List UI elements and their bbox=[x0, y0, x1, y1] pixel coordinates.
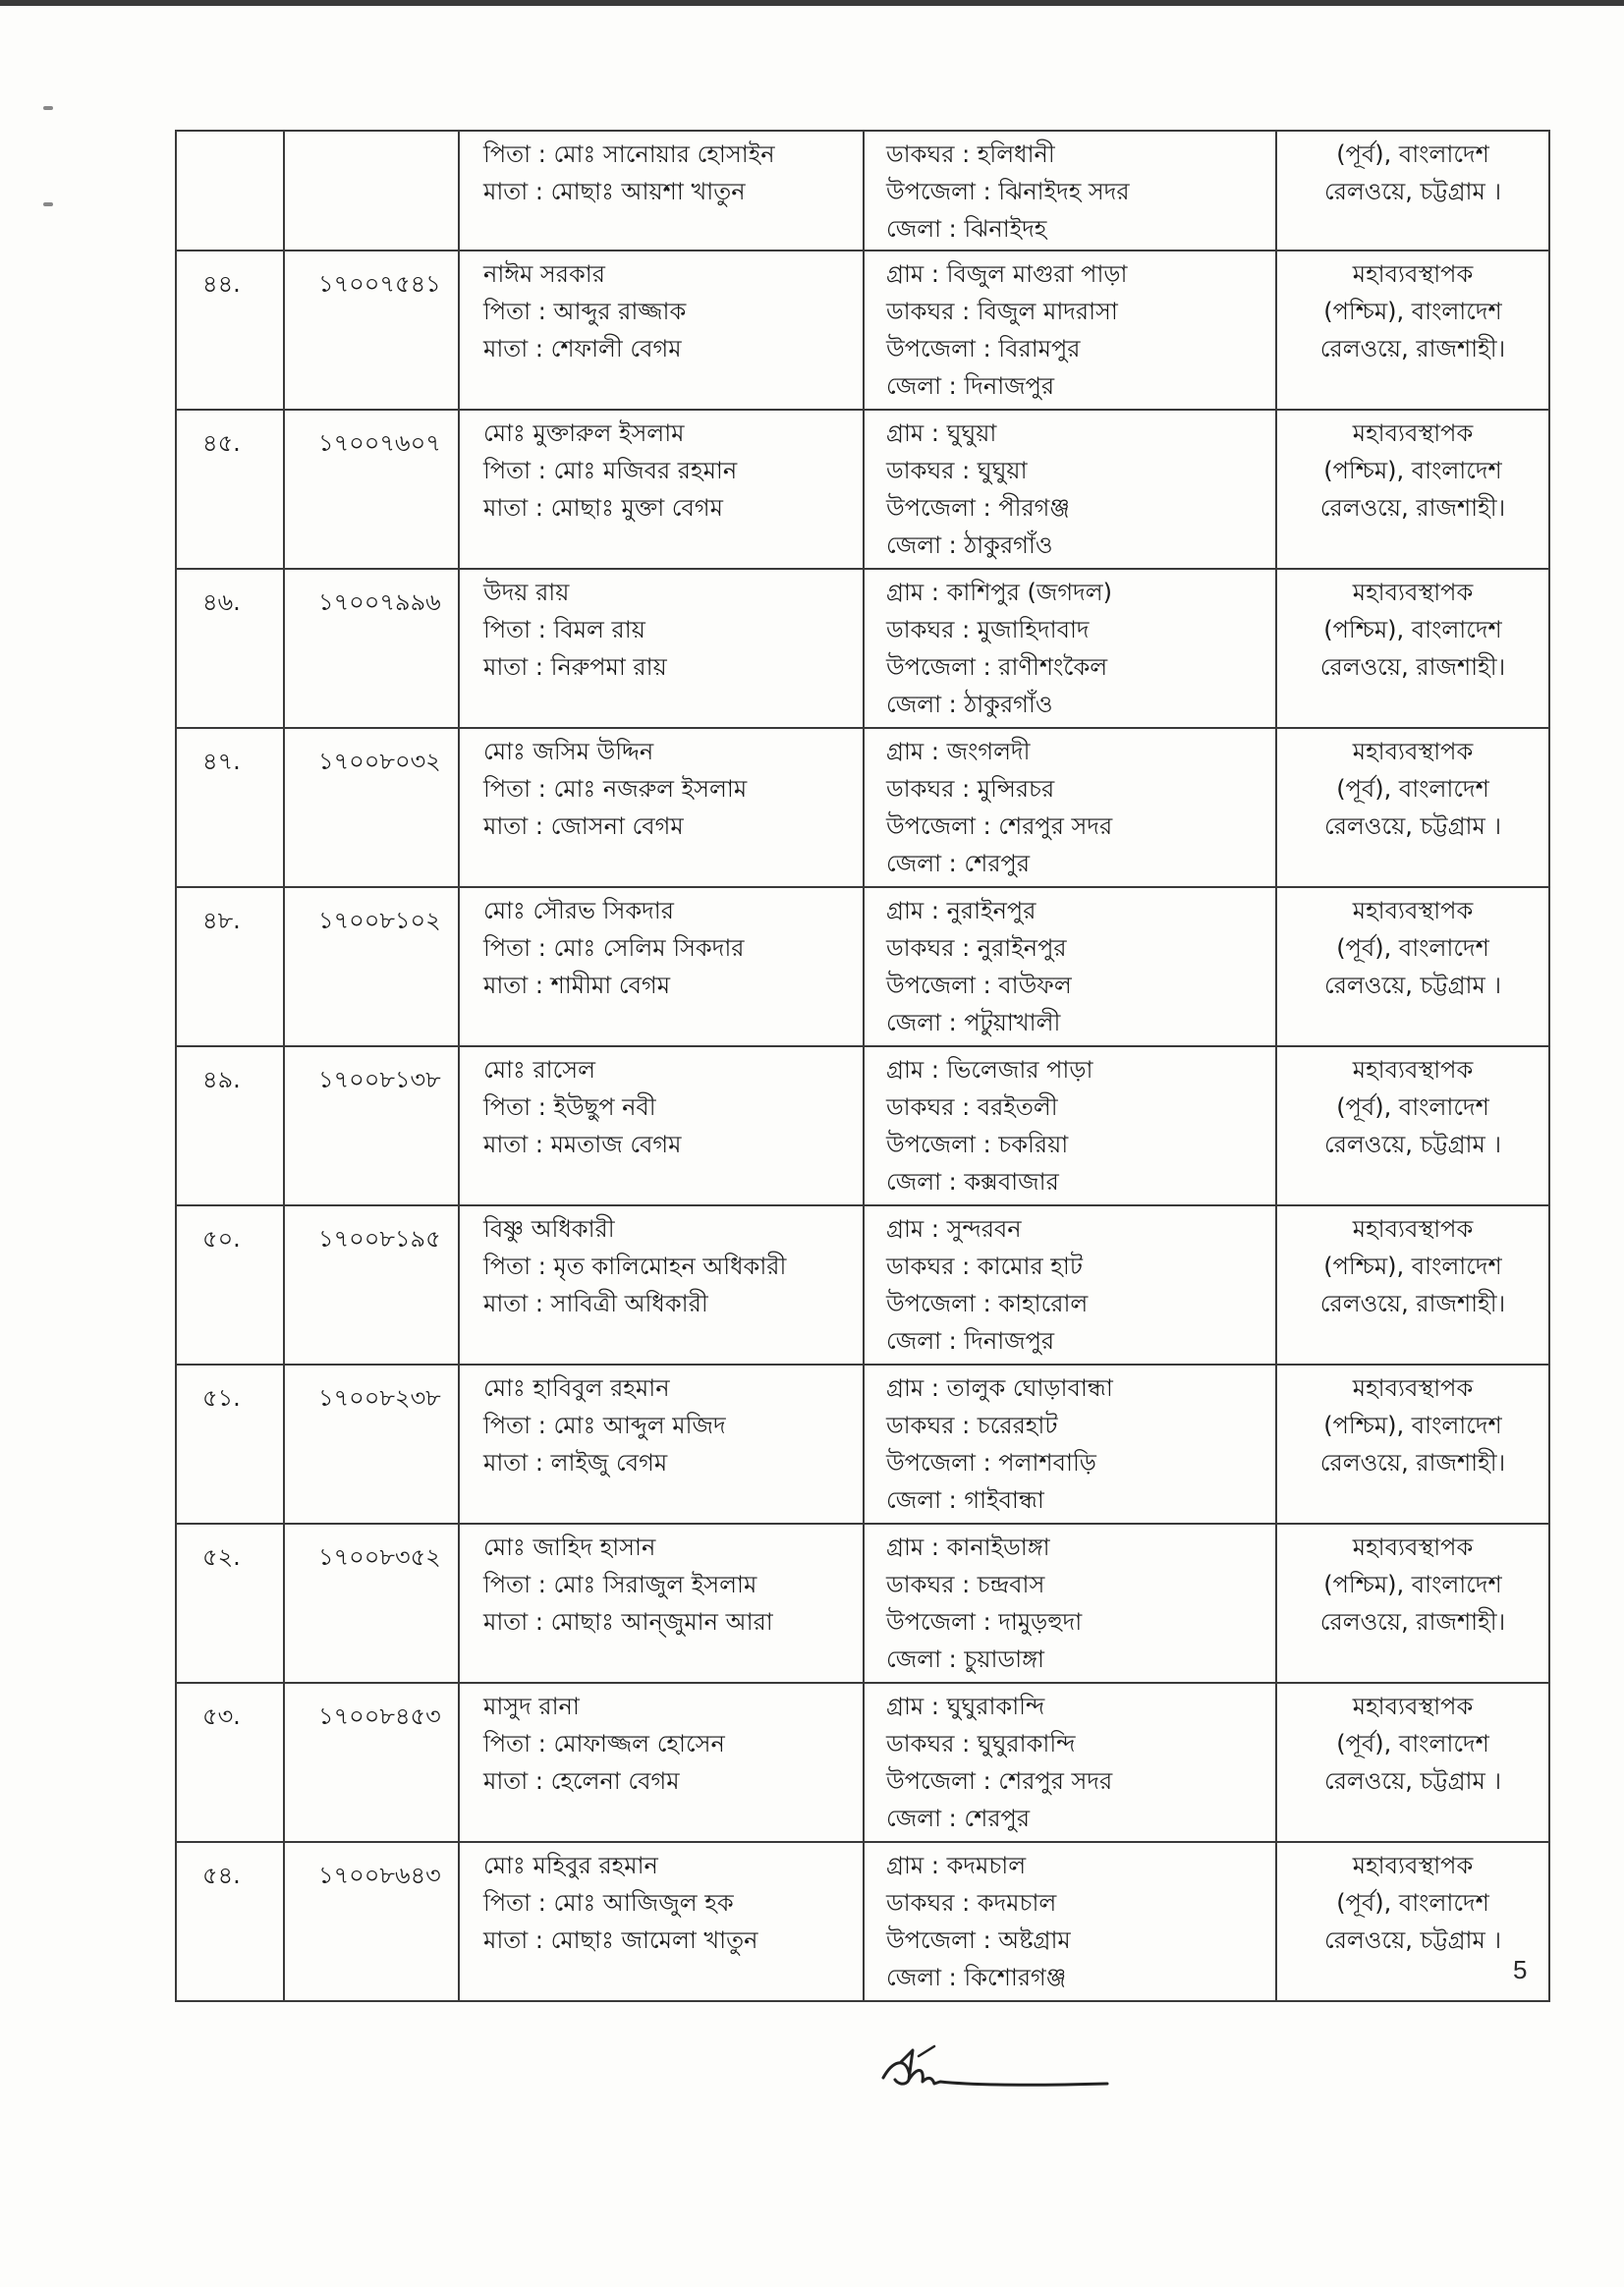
office-line: রেলওয়ে, রাজশাহী। bbox=[1319, 335, 1506, 363]
address-line: জেলা : ঝিনাইদহ bbox=[886, 215, 1047, 243]
name-line: পিতা : মৃত কালিমোহন অধিকারী bbox=[483, 1253, 787, 1280]
roll-cell: ১৭০০৭৬০৭ bbox=[284, 410, 459, 569]
name-line: পিতা : মোঃ মজিবর রহমান bbox=[483, 457, 738, 484]
address-cell bbox=[864, 887, 1276, 1046]
office-line: মহাব্যবস্থাপক bbox=[1352, 738, 1474, 765]
address-cell bbox=[864, 1524, 1276, 1683]
office-line: মহাব্যবস্থাপক bbox=[1352, 1056, 1474, 1084]
serial-cell: ৪৫. bbox=[176, 410, 284, 569]
address-cell bbox=[864, 569, 1276, 728]
page-number: 5 bbox=[1513, 1955, 1528, 1984]
address-line: উপজেলা : পলাশবাড়ি bbox=[886, 1449, 1096, 1477]
candidate-table-body bbox=[176, 131, 1549, 2001]
table-row bbox=[176, 569, 1549, 728]
office-line: রেলওয়ে, রাজশাহী। bbox=[1319, 1608, 1506, 1636]
office-line: রেলওয়ে, চট্টগ্রাম । bbox=[1323, 972, 1502, 999]
office-cell bbox=[1276, 1365, 1549, 1524]
address-line: গ্রাম : ঘুঘুরাকান্দি bbox=[886, 1693, 1045, 1720]
office-line: মহাব্যবস্থাপক bbox=[1352, 579, 1474, 606]
table-row bbox=[176, 1365, 1549, 1524]
office-cell bbox=[1276, 1683, 1549, 1842]
office-line: (পূর্ব), বাংলাদেশ bbox=[1336, 140, 1489, 168]
address-line: গ্রাম : তালুক ঘোড়াবান্ধা bbox=[886, 1374, 1113, 1402]
name-cell bbox=[459, 569, 864, 728]
office-line: (পূর্ব), বাংলাদেশ bbox=[1336, 775, 1489, 803]
address-line: গ্রাম : জংগলদী bbox=[886, 738, 1031, 765]
name-cell bbox=[459, 1842, 864, 2001]
office-line: রেলওয়ে, চট্টগ্রাম । bbox=[1323, 1926, 1502, 1954]
name-line: মাতা : মোছাঃ মুক্তা বেগম bbox=[483, 494, 723, 522]
name-line: মোঃ জসিম উদ্দিন bbox=[483, 738, 654, 765]
address-line: গ্রাম : কানাইডাঙ্গা bbox=[886, 1534, 1050, 1561]
serial-cell: ৫১. bbox=[176, 1365, 284, 1524]
name-line: মাসুদ রানা bbox=[483, 1693, 580, 1720]
address-line: গ্রাম : বিজুল মাগুরা পাড়া bbox=[886, 260, 1128, 288]
name-line: পিতা : মোঃ সিরাজুল ইসলাম bbox=[483, 1571, 757, 1598]
scan-top-edge bbox=[0, 0, 1624, 6]
address-line: জেলা : পটুয়াখালী bbox=[886, 1009, 1061, 1036]
address-line: ডাকঘর : বিজুল মাদরাসা bbox=[886, 298, 1118, 325]
name-line: পিতা : মোঃ সানোয়ার হোসাইন bbox=[483, 140, 775, 168]
office-cell bbox=[1276, 1205, 1549, 1365]
address-line: ডাকঘর : বরইতলী bbox=[886, 1093, 1058, 1121]
serial-cell: ৪৪. bbox=[176, 251, 284, 410]
office-line: রেলওয়ে, রাজশাহী। bbox=[1319, 1449, 1506, 1477]
address-line: জেলা : দিনাজপুর bbox=[886, 1327, 1055, 1355]
office-line: (পশ্চিম), বাংলাদেশ bbox=[1323, 1412, 1502, 1439]
roll-cell: ১৭০০৭৫৪১ bbox=[284, 251, 459, 410]
name-cell bbox=[459, 1365, 864, 1524]
roll-cell: ১৭০০৮৩৫২ bbox=[284, 1524, 459, 1683]
office-cell bbox=[1276, 131, 1549, 251]
address-line: উপজেলা : কাহারোল bbox=[886, 1290, 1089, 1317]
table-row bbox=[176, 887, 1549, 1046]
name-line: পিতা : মোফাজ্জল হোসেন bbox=[483, 1730, 725, 1757]
address-line: উপজেলা : বাউফল bbox=[886, 972, 1072, 999]
office-line: মহাব্যবস্থাপক bbox=[1352, 260, 1474, 288]
table-row-continued bbox=[176, 131, 1549, 251]
address-line: জেলা : কিশোরগঞ্জ bbox=[886, 1964, 1067, 1991]
name-cell bbox=[459, 728, 864, 887]
office-line: মহাব্যবস্থাপক bbox=[1352, 1215, 1474, 1243]
address-line: জেলা : গাইবান্ধা bbox=[886, 1486, 1044, 1514]
roll-cell: ১৭০০৮১০২ bbox=[284, 887, 459, 1046]
address-line: ডাকঘর : হলিধানী bbox=[886, 140, 1055, 168]
serial-cell: ৪৬. bbox=[176, 569, 284, 728]
office-line: রেলওয়ে, রাজশাহী। bbox=[1319, 1290, 1506, 1317]
office-cell bbox=[1276, 1842, 1549, 2001]
serial-cell: ৫২. bbox=[176, 1524, 284, 1683]
address-line: জেলা : ঠাকুরগাঁও bbox=[886, 691, 1053, 718]
address-line: জেলা : শেরপুর bbox=[886, 1805, 1031, 1832]
address-line: উপজেলা : রাণীশংকৈল bbox=[886, 653, 1108, 681]
name-line: বিষ্ণু অধিকারী bbox=[483, 1215, 615, 1243]
name-line: মোঃ সৌরভ সিকদার bbox=[483, 897, 674, 924]
scan-speck bbox=[43, 106, 53, 110]
address-cell bbox=[864, 251, 1276, 410]
office-cell bbox=[1276, 1524, 1549, 1683]
name-line: মাতা : শামীমা বেগম bbox=[483, 972, 671, 999]
name-line: উদয় রায় bbox=[483, 579, 570, 606]
table-row bbox=[176, 1524, 1549, 1683]
serial-cell: ৫৩. bbox=[176, 1683, 284, 1842]
name-cell bbox=[459, 251, 864, 410]
address-line: ডাকঘর : কামোর হাট bbox=[886, 1253, 1083, 1280]
name-line: নাঈম সরকার bbox=[483, 260, 605, 288]
name-line: পিতা : মোঃ আব্দুল মজিদ bbox=[483, 1412, 726, 1439]
office-line: মহাব্যবস্থাপক bbox=[1352, 1693, 1474, 1720]
office-line: রেলওয়ে, চট্টগ্রাম । bbox=[1323, 812, 1502, 840]
name-line: মোঃ জাহিদ হাসান bbox=[483, 1534, 656, 1561]
address-line: উপজেলা : অষ্টগ্রাম bbox=[886, 1926, 1071, 1954]
address-line: গ্রাম : ভিলেজার পাড়া bbox=[886, 1056, 1093, 1084]
table-row bbox=[176, 1046, 1549, 1205]
address-line: জেলা : কক্সবাজার bbox=[886, 1168, 1059, 1196]
office-cell bbox=[1276, 1046, 1549, 1205]
name-line: মাতা : লাইজু বেগম bbox=[483, 1449, 668, 1477]
name-line: মোঃ মহিবুর রহমান bbox=[483, 1852, 658, 1879]
address-line: জেলা : চুয়াডাঙ্গা bbox=[886, 1646, 1044, 1673]
address-line: জেলা : ঠাকুরগাঁও bbox=[886, 531, 1053, 559]
name-cell bbox=[459, 1205, 864, 1365]
name-line: মাতা : মোছাঃ আন্জুমান আরা bbox=[483, 1608, 773, 1636]
name-cell bbox=[459, 1046, 864, 1205]
address-cell bbox=[864, 131, 1276, 251]
office-line: (পশ্চিম), বাংলাদেশ bbox=[1323, 298, 1502, 325]
address-cell bbox=[864, 728, 1276, 887]
roll-cell: ১৭০০৮১৯৫ bbox=[284, 1205, 459, 1365]
office-line: রেলওয়ে, চট্টগ্রাম । bbox=[1323, 1131, 1502, 1158]
name-line: মাতা : জোসনা বেগম bbox=[483, 812, 684, 840]
office-line: (পূর্ব), বাংলাদেশ bbox=[1336, 1093, 1489, 1121]
name-line: মোঃ রাসেল bbox=[483, 1056, 595, 1084]
name-line: পিতা : মোঃ নজরুল ইসলাম bbox=[483, 775, 748, 803]
roll-cell: ১৭০০৮১৩৮ bbox=[284, 1046, 459, 1205]
address-line: উপজেলা : ঝিনাইদহ সদর bbox=[886, 178, 1130, 205]
roll-cell: ১৭০০৮০৩২ bbox=[284, 728, 459, 887]
name-line: পিতা : মোঃ সেলিম সিকদার bbox=[483, 934, 745, 962]
address-line: উপজেলা : পীরগঞ্জ bbox=[886, 494, 1070, 522]
name-line: মাতা : মমতাজ বেগম bbox=[483, 1131, 682, 1158]
signature-mark bbox=[879, 2038, 1115, 2107]
office-line: মহাব্যবস্থাপক bbox=[1352, 1374, 1474, 1402]
address-line: ডাকঘর : চন্দ্রবাস bbox=[886, 1571, 1045, 1598]
name-line: পিতা : আব্দুর রাজ্জাক bbox=[483, 298, 687, 325]
address-line: ডাকঘর : চরেরহাট bbox=[886, 1412, 1058, 1439]
address-line: উপজেলা : শেরপুর সদর bbox=[886, 1767, 1113, 1795]
address-line: ডাকঘর : মুজাহিদাবাদ bbox=[886, 616, 1090, 643]
address-line: উপজেলা : শেরপুর সদর bbox=[886, 812, 1113, 840]
address-line: উপজেলা : বিরামপুর bbox=[886, 335, 1081, 363]
office-line: (পশ্চিম), বাংলাদেশ bbox=[1323, 1571, 1502, 1598]
address-line: গ্রাম : নুরাইনপুর bbox=[886, 897, 1036, 924]
office-cell bbox=[1276, 410, 1549, 569]
name-line: মাতা : মোছাঃ জামেলা খাতুন bbox=[483, 1926, 758, 1954]
serial-cell: ৪৯. bbox=[176, 1046, 284, 1205]
address-cell bbox=[864, 1046, 1276, 1205]
name-line: মাতা : সাবিত্রী অধিকারী bbox=[483, 1290, 708, 1317]
office-line: (পশ্চিম), বাংলাদেশ bbox=[1323, 457, 1502, 484]
office-cell bbox=[1276, 251, 1549, 410]
roll-cell: ১৭০০৮২৩৮ bbox=[284, 1365, 459, 1524]
address-line: ডাকঘর : কদমচাল bbox=[886, 1889, 1057, 1917]
table-row bbox=[176, 728, 1549, 887]
office-cell bbox=[1276, 728, 1549, 887]
address-cell bbox=[864, 410, 1276, 569]
roll-cell: ১৭০০৭৯৯৬ bbox=[284, 569, 459, 728]
address-line: জেলা : শেরপুর bbox=[886, 850, 1031, 877]
roll-cell bbox=[284, 131, 459, 251]
office-cell bbox=[1276, 887, 1549, 1046]
address-cell bbox=[864, 1842, 1276, 2001]
serial-cell: ৫০. bbox=[176, 1205, 284, 1365]
address-cell bbox=[864, 1365, 1276, 1524]
name-line: পিতা : বিমল রায় bbox=[483, 616, 645, 643]
name-cell bbox=[459, 887, 864, 1046]
name-line: মোঃ হাবিবুল রহমান bbox=[483, 1374, 670, 1402]
roll-cell: ১৭০০৮৪৫৩ bbox=[284, 1683, 459, 1842]
office-line: রেলওয়ে, চট্টগ্রাম । bbox=[1323, 178, 1502, 205]
serial-cell: ৪৮. bbox=[176, 887, 284, 1046]
office-line: রেলওয়ে, রাজশাহী। bbox=[1319, 653, 1506, 681]
table-row bbox=[176, 1205, 1549, 1365]
name-cell bbox=[459, 1524, 864, 1683]
address-line: গ্রাম : ঘুঘুয়া bbox=[886, 419, 997, 447]
table-row bbox=[176, 251, 1549, 410]
address-cell bbox=[864, 1205, 1276, 1365]
name-cell bbox=[459, 131, 864, 251]
serial-cell: ৪৭. bbox=[176, 728, 284, 887]
office-line: (পশ্চিম), বাংলাদেশ bbox=[1323, 1253, 1502, 1280]
office-line: মহাব্যবস্থাপক bbox=[1352, 1534, 1474, 1561]
table-row bbox=[176, 1683, 1549, 1842]
roll-cell: ১৭০০৮৬৪৩ bbox=[284, 1842, 459, 2001]
address-line: গ্রাম : কাশিপুর (জগদল) bbox=[886, 579, 1112, 606]
address-line: গ্রাম : সুন্দরবন bbox=[886, 1215, 1022, 1243]
office-line: রেলওয়ে, রাজশাহী। bbox=[1319, 494, 1506, 522]
address-line: জেলা : দিনাজপুর bbox=[886, 372, 1055, 400]
name-line: মাতা : মোছাঃ আয়শা খাতুন bbox=[483, 178, 746, 205]
address-line: গ্রাম : কদমচাল bbox=[886, 1852, 1027, 1879]
name-line: মাতা : শেফালী বেগম bbox=[483, 335, 682, 363]
office-line: মহাব্যবস্থাপক bbox=[1352, 897, 1474, 924]
office-line: মহাব্যবস্থাপক bbox=[1352, 1852, 1474, 1879]
name-line: মোঃ মুক্তারুল ইসলাম bbox=[483, 419, 685, 447]
name-line: মাতা : হেলেনা বেগম bbox=[483, 1767, 680, 1795]
address-line: উপজেলা : চকরিয়া bbox=[886, 1131, 1069, 1158]
address-line: ডাকঘর : ঘুঘুয়া bbox=[886, 457, 1028, 484]
address-line: উপজেলা : দামুড়হুদা bbox=[886, 1608, 1083, 1636]
address-line: ডাকঘর : নুরাইনপুর bbox=[886, 934, 1067, 962]
serial-cell: ৫৪. bbox=[176, 1842, 284, 2001]
office-line: রেলওয়ে, চট্টগ্রাম । bbox=[1323, 1767, 1502, 1795]
name-line: পিতা : ইউছুপ নবী bbox=[483, 1093, 656, 1121]
name-line: পিতা : মোঃ আজিজুল হক bbox=[483, 1889, 734, 1917]
serial-cell bbox=[176, 131, 284, 251]
office-line: (পূর্ব), বাংলাদেশ bbox=[1336, 934, 1489, 962]
name-cell bbox=[459, 1683, 864, 1842]
name-cell bbox=[459, 410, 864, 569]
address-cell bbox=[864, 1683, 1276, 1842]
name-line: মাতা : নিরুপমা রায় bbox=[483, 653, 667, 681]
office-line: (পশ্চিম), বাংলাদেশ bbox=[1323, 616, 1502, 643]
table-row bbox=[176, 1842, 1549, 2001]
office-line: (পূর্ব), বাংলাদেশ bbox=[1336, 1730, 1489, 1757]
table-row bbox=[176, 410, 1549, 569]
scan-speck bbox=[43, 202, 53, 206]
candidate-table bbox=[175, 130, 1550, 2002]
office-line: মহাব্যবস্থাপক bbox=[1352, 419, 1474, 447]
address-line: ডাকঘর : ঘুঘুরাকান্দি bbox=[886, 1730, 1076, 1757]
office-cell bbox=[1276, 569, 1549, 728]
address-line: ডাকঘর : মুন্সিরচর bbox=[886, 775, 1055, 803]
office-line: (পূর্ব), বাংলাদেশ bbox=[1336, 1889, 1489, 1917]
